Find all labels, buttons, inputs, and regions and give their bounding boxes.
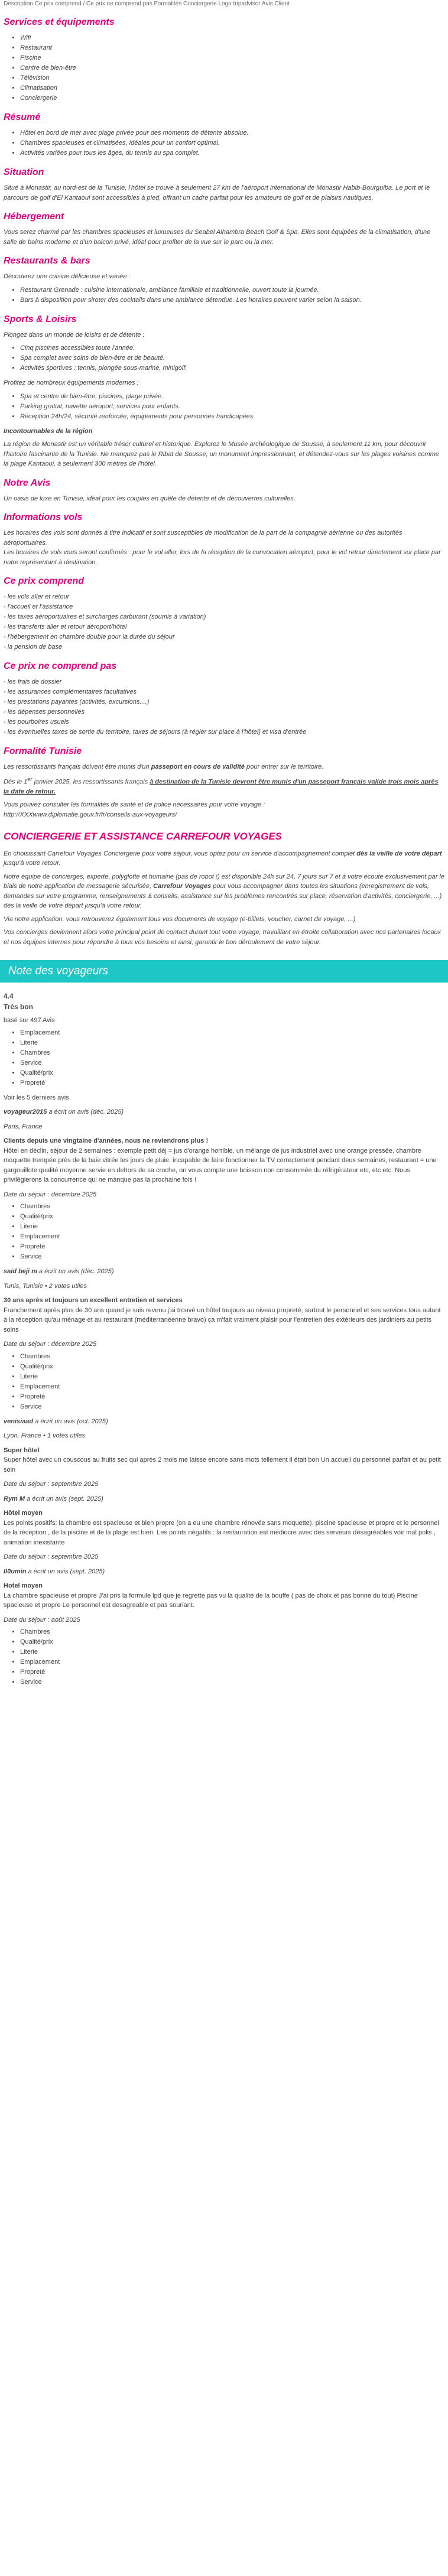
conciergerie-p2c: pour vous accompagner dans toutes les situations (enregistrement de vols, demandes sur votre programme, renseignements & conseils, assistance sur les problèmes rencontrés sur place, réservation d'activités, conciergerie, ...) dès la veille de votre départ jusqu'à votre retour. (4, 883, 442, 910)
formalite-p2b: janvier 2025, les ressortissants français (32, 778, 150, 786)
review-wrote: a écrit un avis (déc. 2025) (37, 1268, 114, 1276)
service-item: • Restaurant (20, 43, 444, 53)
conciergerie-p2b: Carrefour Voyages (153, 883, 212, 890)
region-text: La région de Monastir est un véritable trésor culturel et historique. Explorez le Musée archéologique de Sousse, à seulement 11 km, pour découvrir l'histoire fascinante de la Tunisie. Ne manquez pas le Ribat de Sousse, un monument impressionnant, et détendez-vous sur les plages voisines comme la plage Kantaoui, à seulement 300 mètres de l'hôtel. (4, 441, 439, 467)
review-body: Les points positifs: la chambre est spacieuse et bien propre (on a eu une chambre rénovée sans moquette), piscine spacieuse et propre et le personnel de la réception , de la piscine et de la plage est bien. Les points négatifs : la restauration est médiocre avec des serveurs désagréables voir mal polis , animation inexistante (4, 1519, 439, 1546)
situation-title: Situation (4, 167, 44, 177)
reviews-list (4, 1107, 444, 1687)
review-author: Rym M (4, 1495, 25, 1502)
review-criterion: • Service (20, 1677, 444, 1687)
review-author: said beji m (4, 1268, 37, 1276)
conciergerie-p2a: Notre équipe de concierges, experte, polyglotte et humaine (pas de robot !) est disponible 24h sur 24, 7 jours sur 7 et à votre écoute exclusivement par le biais de notre application de messagerie sécurisée, (4, 873, 444, 890)
review-item (4, 1494, 444, 1562)
sports-list (4, 343, 444, 373)
criteria-item: • Emplacement (20, 1028, 444, 1038)
conciergerie-p1 (4, 849, 444, 869)
conciergerie-p2 (4, 872, 444, 911)
review-wrote: a écrit un avis (oct. 2025) (33, 1417, 108, 1425)
review-body: Hôtel en déclin, séjour de 2 semaines : exemple petit déj = jus d'orange horrible, un mélange de jus industriel avec une orange pressée, chambre moquette trempée près de la baie vitrée les jours de pluie, incapable de faire fonctionner la TV correctement pendant deux semaines, restaurant = une gargouillote qualité moyenne servie en dehors de sa croche, on vous compte une boisson non consommée du réfrigérateur etc, etc etc. Nous privilégierons la concurrence qui ne manque pas la prochaine fois ! (4, 1147, 437, 1184)
review-criterion: • Qualité/prix (20, 1362, 444, 1372)
restaurants-title: Restaurants & bars (4, 256, 90, 266)
conciergerie-p4: Vos concierges deviennent alors votre principal point de contact durant tout votre voyage, travaillant en étroite collaboration avec nos partenaires locaux et nos équipes internes pour répondre à tous vos besoins et ainsi, garantir le bon déroulement de votre séjour. (4, 929, 441, 946)
review-date: Date du séjour : décembre 2025 (4, 1191, 97, 1198)
equipment-item: • Parking gratuit, navette aéroport, services pour enfants. (20, 402, 444, 412)
review-date: Date du séjour : septembre 2025 (4, 1481, 99, 1488)
service-item: • Télévision (20, 73, 444, 83)
criteria-item: • Chambres (20, 1048, 444, 1058)
resume-title: Résumé (4, 112, 41, 122)
services-list (4, 33, 444, 103)
review-date: Date du séjour : août 2025 (4, 1616, 80, 1624)
review-date: Date du séjour : décembre 2025 (4, 1341, 97, 1348)
formalite-link[interactable]: http://XXXwww.diplomatie.gouv.fr/fr/conseils-aux-voyageurs/ (4, 811, 177, 818)
review-criterion: • Literie (20, 1222, 444, 1232)
equipment-item: • Réception 24h/24, sécurité renforcée, équipements pour personnes handicapées. (20, 412, 444, 422)
page-content (0, 0, 448, 947)
formalite-p1a: Les ressortissants français doivent être munis d'un (4, 763, 151, 770)
review-date: Date du séjour : septembre 2025 (4, 1553, 99, 1561)
review-criterion: • Service (20, 1402, 444, 1412)
review-criterion: • Emplacement (20, 1232, 444, 1242)
ne-comprend-item: - les dépenses personnelles (4, 708, 85, 715)
sports-title: Sports & Loisirs (4, 314, 77, 324)
restaurant-item: • Restaurant Grenade : cuisine internationale, ambiance familiale et traditionnelle, ouvert toute la journée. (20, 285, 444, 295)
review-criterion: • Chambres (20, 1202, 444, 1212)
formalite-p3-text: Vous pouvez consulter les formalités de santé et de police nécessaires pour votre voyage : (4, 801, 265, 809)
review-meta (4, 1267, 444, 1277)
ne-comprend-list (4, 677, 444, 737)
ne-comprend-item: - les assurances complémentaires facultatives (4, 688, 137, 695)
conciergerie-title: CONCIERGERIE ET ASSISTANCE CARREFOUR VOYAGES (4, 831, 283, 843)
rating-label: Très bon (4, 1003, 34, 1011)
services-title: Services et équipements (4, 17, 115, 27)
review-title: Hôtel moyen (4, 1510, 43, 1517)
review-criteria (4, 1352, 444, 1412)
review-title: Hotel moyen (4, 1582, 43, 1590)
review-author: venisiaad (4, 1417, 34, 1425)
sports-intro: Plongez dans un monde de loisirs et de détente : (4, 331, 145, 339)
top-nav-text: Description Ce prix comprend / Ce prix ne comprend pas Formalités Conciergerie Logo tripadvisor Avis Client (4, 1, 290, 7)
comprend-item: - les transferts aller et retour aéroport/hôtel (4, 623, 127, 630)
review-criterion: • Propreté (20, 1667, 444, 1677)
formalite-p2a: Dès le 1 (4, 778, 28, 786)
service-item: • Wifi (20, 33, 444, 43)
review-meta (4, 1494, 444, 1504)
voyageurs-band: Note des voyageurs (0, 960, 448, 983)
reviews-section (0, 991, 448, 1687)
criteria-item: • Propreté (20, 1078, 444, 1088)
comprend-item: - les vols aller et retour (4, 593, 70, 600)
criteria-item: • Literie (20, 1038, 444, 1048)
review-criterion: • Qualité/prix (20, 1637, 444, 1647)
review-criterion: • Qualité/prix (20, 1212, 444, 1222)
review-meta (4, 1567, 444, 1577)
formalite-p1 (4, 762, 444, 772)
review-wrote: a écrit un avis (sept. 2025) (26, 1567, 105, 1575)
criteria-item: • Qualité/prix (20, 1068, 444, 1078)
review-criterion: • Emplacement (20, 1657, 444, 1667)
review-body: Franchement après plus de 30 ans quand je suis revenu j'ai trouvé un hôtel toujours au niveau propreté, surtout le personnel et ses services tous autant à la réception qu'au ménage et au restaurant (méditerranéenne bravo) ça m'fait vraiment plaisir pour l'entretien des extérieurs des jardiniers au petits soins (4, 1306, 441, 1333)
equipment-list (4, 392, 444, 422)
comprend-title: Ce prix comprend (4, 576, 85, 586)
review-item (4, 1417, 444, 1489)
criteria-list (4, 1028, 444, 1088)
conciergerie-p1b: dès la veille de votre départ (356, 850, 442, 857)
review-item (4, 1107, 444, 1262)
comprend-item: - la pension de base (4, 643, 63, 650)
review-title: 30 ans après et toujours un excellent entretien et services (4, 1297, 183, 1305)
review-author: voyageur2015 (4, 1108, 47, 1116)
review-criterion: • Chambres (20, 1352, 444, 1362)
review-location: Lyon, France • 1 votes utiles (4, 1432, 86, 1440)
restaurant-item: • Bars à disposition pour siroter des cocktails dans une ambiance détendue. Les horaires peuvent varier selon la saison. (20, 295, 444, 305)
sports-intro2: Profitez de nombreux équipements modernes : (4, 379, 139, 386)
review-item (4, 1567, 444, 1688)
review-meta (4, 1417, 444, 1427)
ne-comprend-title: Ce prix ne comprend pas (4, 661, 117, 671)
formalite-p2 (4, 776, 444, 797)
resume-list (4, 128, 444, 158)
ne-comprend-item: - les pourboires usuels (4, 718, 69, 726)
ne-comprend-item: - les éventuelles taxes de sortie du territoire, taxes de séjours (à régler sur place à l'hôtel) et visa d'entrée (4, 728, 307, 736)
formalite-title: Formalité Tunisie (4, 746, 82, 756)
review-criterion: • Propreté (20, 1392, 444, 1402)
conciergerie-p1a: En choisissant Carrefour Voyages Conciergerie pour votre séjour, vous optez pour un service d'accompagnement complet (4, 850, 357, 857)
region-title: Incontournables de la région (4, 427, 93, 435)
formalite-p1c: pour entrer sur le territoire. (245, 763, 324, 770)
infos-vols-p2: Les horaires de vols vous seront confirmés : pour le vol aller, lors de la réception de la convocation aéroport, pour le vol retour directement sur place par notre représentant à destination. (4, 549, 441, 566)
formalite-p3 (4, 800, 444, 819)
resume-item: • Chambres spacieuses et climatisées, idéales pour un confort optimal. (20, 138, 444, 148)
review-criterion: • Literie (20, 1647, 444, 1657)
rating-score: 4.4 (4, 992, 14, 1001)
review-location: Tunis, Tunisie • 2 votes utiles (4, 1282, 87, 1290)
comprend-item: - les taxes aéroportuaires et surcharges carburant (soumis à variation) (4, 613, 206, 620)
review-criteria (4, 1202, 444, 1262)
ne-comprend-item: - les frais de dossier (4, 678, 62, 685)
review-meta (4, 1107, 444, 1117)
rating-based-on: basé sur 497 Avis (4, 1017, 55, 1024)
review-criteria (4, 1627, 444, 1687)
review-body: La chambre spacieuse et propre J'ai pris la formule lpd que je regrette pas vu la qualité de la bouffe ( pas de choix et pas bonne du tout) Piscine spacieuse et propre Le personnel est desagreable et pas souriant. (4, 1592, 418, 1609)
comprend-item: - l'hébergement en chambre double pour la durée du séjour (4, 633, 175, 640)
service-item: • Climatisation (20, 83, 444, 93)
resume-item: • Hôtel en bord de mer avec plage privée pour des moments de détente absolue. (20, 128, 444, 138)
criteria-item: • Service (20, 1058, 444, 1068)
service-item: • Centre de bien-être (20, 63, 444, 73)
review-title: Clients depuis une vingtaine d'années, nous ne reviendrons plus ! (4, 1137, 209, 1145)
service-item: • Piscine (20, 53, 444, 63)
infos-vols-p1: Les horaires des vols sont donnés à titre indicatif et sont susceptibles de modification de la part de la compagnie aérienne ou des autorités aéroportuaires. (4, 529, 402, 547)
last-reviews-link[interactable]: Voir les 5 derniers avis (4, 1094, 69, 1101)
review-criterion: • Emplacement (20, 1382, 444, 1392)
resume-item: • Activités variées pour tous les âges, du tennis au spa complet. (20, 148, 444, 158)
hebergement-text: Vous serez charmé par les chambres spacieuses et luxueuses du Seabel Alhambra Beach Golf & Spa. Elles sont équipées de la climatisation, d'une salle de bains moderne et d'un balcon privé, idéal pour profiter de la vue sur le parc ou la mer. (4, 229, 431, 246)
restaurants-list (4, 285, 444, 305)
review-criterion: • Chambres (20, 1627, 444, 1637)
situation-text: Situé à Monastir, au nord-est de la Tunisie, l'hôtel se trouve à seulement 27 km de l'aéroport international de Monastir Habib-Bourguiba. Le port et le parcours de golf d'El Kantaoui sont accessibles à pied, offrant un cadre parfait pour les amateurs de golf et de plaisirs nautiques. (4, 184, 430, 201)
review-location: Paris, France (4, 1123, 43, 1130)
sport-item: • Activités sportives : tennis, plongée sous-marine, minigolf. (20, 363, 444, 373)
comprend-list (4, 592, 444, 652)
review-title: Super hôtel (4, 1446, 40, 1454)
equipment-item: • Spa et centre de bien-être, piscines, plage privée. (20, 392, 444, 402)
review-author: Il0umin (4, 1567, 27, 1575)
formalite-p2c: à destination de la Tunisie devront être munis d'un passeport français valide trois mois après la date de retour. (4, 778, 439, 795)
review-wrote: a écrit un avis (sept. 2025) (25, 1495, 103, 1502)
service-item: • Conciergerie (20, 93, 444, 103)
notre-avis-text: Un oasis de luxe en Tunisie, idéal pour les couples en quête de détente et de découvertes culturelles. (4, 495, 296, 502)
sport-item: • Spa complet avec soins de bien-être et de beauté. (20, 353, 444, 363)
review-criterion: • Service (20, 1252, 444, 1262)
review-item (4, 1267, 444, 1412)
infos-vols-title: Informations vols (4, 512, 83, 522)
restaurants-intro: Découvrez une cuisine délicieuse et variée : (4, 273, 131, 280)
review-criterion: • Propreté (20, 1242, 444, 1252)
formalite-p1b: passeport en cours de validité (151, 763, 245, 770)
review-criterion: • Literie (20, 1372, 444, 1382)
comprend-item: - l'accueil et l'assistance (4, 603, 73, 610)
conciergerie-p3: Via notre application, vous retrouverez également tous vos documents de voyage (e-billets, voucher, carnet de voyage, ...) (4, 915, 356, 923)
hebergement-title: Hébergement (4, 212, 64, 222)
review-wrote: a écrit un avis (déc. 2025) (47, 1108, 124, 1116)
conciergerie-p1c: jusqu'à votre retour. (4, 860, 61, 867)
review-body: Super hôtel avec un couscous au fruits sec qui après 2 mois me laisse encore sans mots tellement il était bon Un accueil du personnel parfait et au petit soin (4, 1456, 441, 1474)
ne-comprend-item: - les prestations payantes (activités, excursions....) (4, 698, 150, 705)
formalite-p2sup: er (27, 776, 33, 782)
notre-avis-title: Notre Avis (4, 477, 51, 488)
sport-item: • Cinq piscines accessibles toute l'année. (20, 343, 444, 353)
